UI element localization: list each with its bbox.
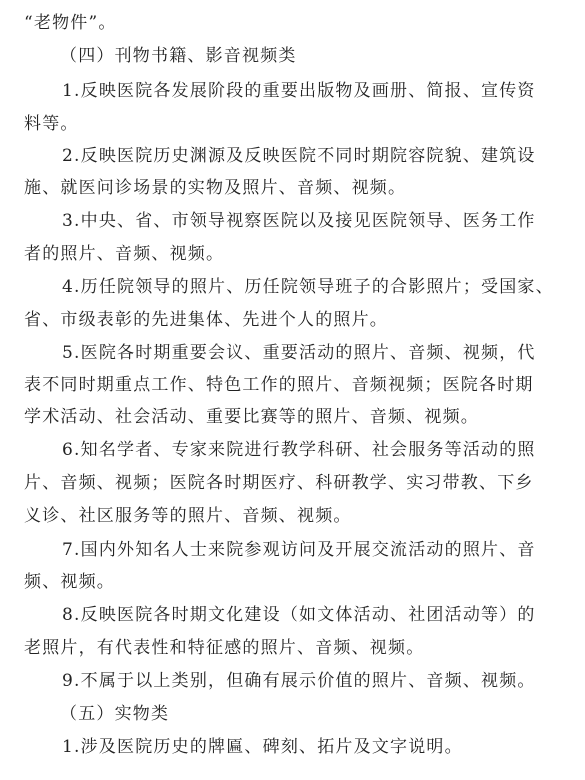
section-heading: （五）实物类 bbox=[60, 704, 170, 724]
paragraph-line: 省、市级表彰的先进集体、先进个人的照片。 bbox=[24, 310, 388, 330]
paragraph-line: 片、音频、视频；医院各时期医疗、科研教学、实习带教、下乡 bbox=[24, 473, 534, 493]
paragraph-line: 料等。 bbox=[24, 114, 79, 134]
paragraph-line: 9.不属于以上类别，但确有展示价值的照片、音频、视频。 bbox=[62, 671, 536, 691]
paragraph-line: 3.中央、省、市领导视察医院以及接见医院领导、医务工作 bbox=[62, 211, 536, 231]
paragraph-line: 7.国内外知名人士来院参观访问及开展交流活动的照片、音 bbox=[62, 540, 536, 560]
text-line: “老物件”。 bbox=[24, 13, 117, 33]
paragraph-line: 学术活动、社会活动、重要比赛等的照片、音频、视频。 bbox=[24, 407, 479, 427]
paragraph-line: 5.医院各时期重要会议、重要活动的照片、音频、视频，代 bbox=[62, 343, 536, 363]
paragraph-line: 表不同时期重点工作、特色工作的照片、音频视频；医院各时期 bbox=[24, 375, 534, 395]
paragraph-line: 义诊、社区服务等的照片、音频、视频。 bbox=[24, 506, 352, 526]
paragraph-line: 频、视频。 bbox=[24, 572, 115, 592]
paragraph-line: 4.历任院领导的照片、历任院领导班子的合影照片；受国家、 bbox=[62, 277, 554, 297]
paragraph-line: 者的照片、音频、视频。 bbox=[24, 244, 225, 264]
paragraph-line: 1.反映医院各发展阶段的重要出版物及画册、简报、宣传资 bbox=[62, 81, 536, 101]
paragraph-line: 8.反映医院各时期文化建设（如文体活动、社团活动等）的 bbox=[62, 605, 536, 625]
paragraph-line: 6.知名学者、专家来院进行教学科研、社会服务等活动的照 bbox=[62, 440, 536, 460]
paragraph-line: 1.涉及医院历史的牌匾、碑刻、拓片及文字说明。 bbox=[62, 737, 463, 757]
paragraph-line: 2.反映医院历史渊源及反映医院不同时期院容院貌、建筑设 bbox=[62, 146, 536, 166]
paragraph-line: 施、就医问诊场景的实物及照片、音频、视频。 bbox=[24, 178, 407, 198]
section-heading: （四）刊物书籍、影音视频类 bbox=[60, 46, 297, 66]
paragraph-line: 老照片，有代表性和特征感的照片、音频、视频。 bbox=[24, 638, 425, 658]
